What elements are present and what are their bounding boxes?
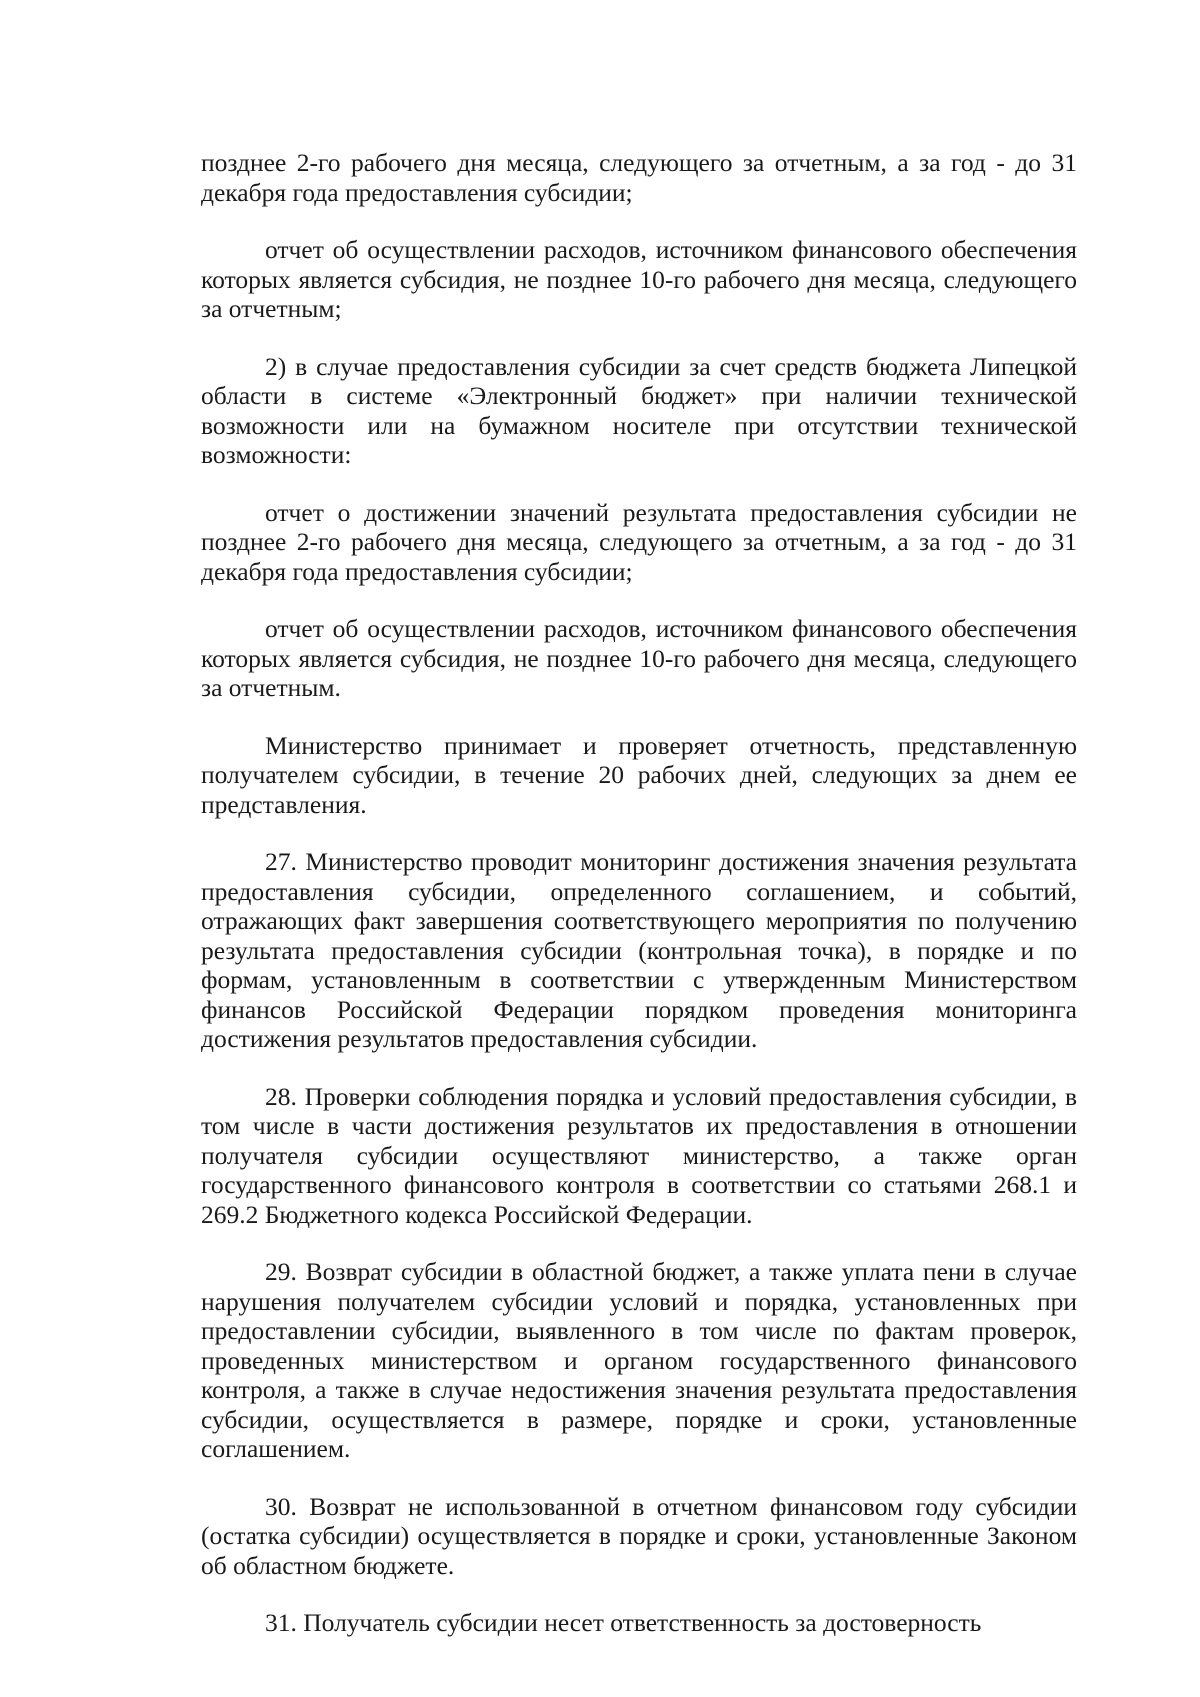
paragraph-regional-budget-case: 2) в случае предоставления субсидии за счет средств бюджета Липецкой области в системе «Электронный бюджет» при наличии технической возможности или на бумажном носителе при отсутствии технической возможности: — [201, 351, 1077, 469]
paragraph-item-30: 30. Возврат не использованной в отчетном финансовом году субсидии (остатка субсидии) осуществляется в порядке и сроки, установленные Законом об областном бюджете. — [201, 1491, 1077, 1580]
paragraph-item-31: 31. Получатель субсидии несет ответственность за достоверность — [265, 1608, 982, 1637]
paragraph-item-27: 27. Министерство проводит мониторинг достижения значения результата предоставления субсидии, определенного соглашением, и событий, отражающих факт завершения соответствующего мероприятия по получению результата предоставления субсидии (контрольная точка), в порядке и по формам, установленным в соответствии с утвержденным Министерством финансов Российской Федерации порядком проведения мониторинга достижения результатов предоставления субсидии. — [201, 847, 1077, 1053]
document-page — [201, 148, 1077, 1638]
paragraph-ministry-review: Министерство принимает и проверяет отчетность, представленную получателем субсидии, в течение 20 рабочих дней, следующих за днем ее представления. — [201, 730, 1077, 819]
paragraph-item-28: 28. Проверки соблюдения порядка и условий предоставления субсидии, в том числе в части достижения результатов их предоставления в отношении получателя субсидии осуществляют министерство, а также орган государственного финансового контроля в соответствии со статьями 268.1 и 269.2 Бюджетного кодекса Российской Федерации. — [201, 1081, 1077, 1229]
paragraph-expense-report-2: отчет об осуществлении расходов, источником финансового обеспечения которых является субсидия, не позднее 10-го рабочего дня месяца, следующего за отчетным. — [201, 614, 1077, 702]
paragraph-report-deadline-continued: позднее 2-го рабочего дня месяца, следующего за отчетным, а за год - до 31 декабря года предоставления субсидии; — [201, 148, 1077, 207]
paragraph-item-29: 29. Возврат субсидии в областной бюджет, а также уплата пени в случае нарушения получателем субсидии условий и порядка, установленных при предоставлении субсидии, выявленного в том числе по фактам проверок, проведенных министерством и органом государственного финансового контроля, а также в случае недостижения значения результата предоставления субсидии, осуществляется в размере, порядке и сроки, установленные соглашением. — [201, 1257, 1077, 1463]
paragraph-expense-report-1: отчет об осуществлении расходов, источником финансового обеспечения которых является субсидия, не позднее 10-го рабочего дня месяца, следующего за отчетным; — [201, 235, 1077, 323]
paragraph-result-report: отчет о достижении значений результата предоставления субсидии не позднее 2-го рабочего дня месяца, следующего за отчетным, а за год - до 31 декабря года предоставления субсидии; — [201, 497, 1077, 586]
